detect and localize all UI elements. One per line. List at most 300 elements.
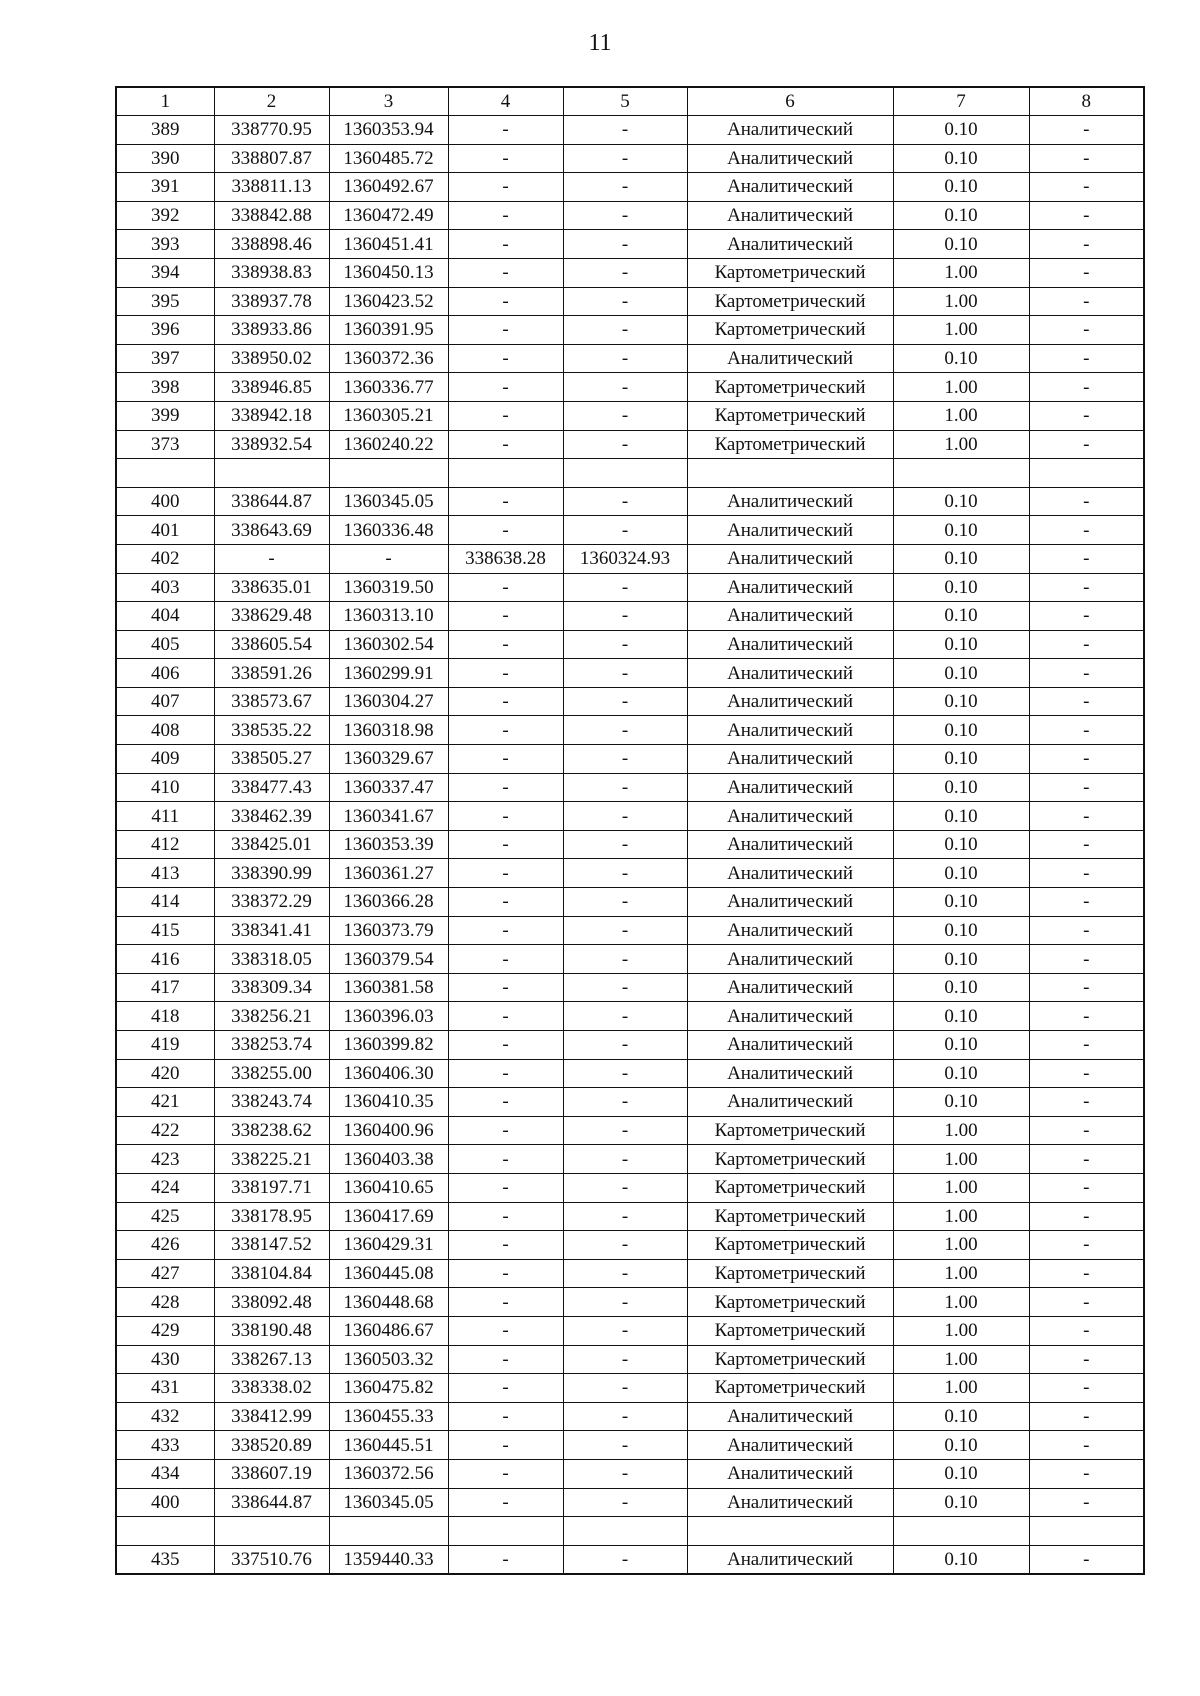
table-cell-col-7: 1.00 — [893, 287, 1029, 316]
table-cell-col-5: - — [563, 716, 687, 745]
table-cell-col-2 — [214, 1517, 329, 1546]
table-cell-col-6: Аналитический — [687, 859, 893, 888]
table-cell-col-3: 1360423.52 — [329, 287, 448, 316]
table-cell-col-3: 1360353.94 — [329, 116, 448, 145]
table-cell-col-5: - — [563, 630, 687, 659]
table-cell-col-8: - — [1029, 1173, 1144, 1202]
table-cell-col-5: - — [563, 602, 687, 631]
table-cell-col-7: 0.10 — [893, 230, 1029, 259]
table-cell-col-5: - — [563, 230, 687, 259]
table-cell-col-2: 338190.48 — [214, 1316, 329, 1345]
table-cell-col-2: 338807.87 — [214, 144, 329, 173]
table-cell-col-6: Аналитический — [687, 1488, 893, 1517]
table-cell-col-4: - — [448, 344, 563, 373]
table-row — [116, 1031, 1144, 1060]
table-cell-col-7: 0.10 — [893, 716, 1029, 745]
table-cell-col-8: - — [1029, 1231, 1144, 1260]
table-cell-col-1: 419 — [116, 1031, 214, 1060]
table-cell-col-7: 0.10 — [893, 916, 1029, 945]
table-cell-col-7: 0.10 — [893, 630, 1029, 659]
table-cell-col-4: - — [448, 1402, 563, 1431]
table-cell-col-4: - — [448, 802, 563, 831]
table-row — [116, 401, 1144, 430]
table-cell-col-4: - — [448, 1374, 563, 1403]
table-cell-col-3: 1360403.38 — [329, 1145, 448, 1174]
table-row — [116, 1145, 1144, 1174]
table-cell-col-4: - — [448, 1173, 563, 1202]
table-cell-col-8: - — [1029, 1202, 1144, 1231]
table-cell-col-2: 338643.69 — [214, 516, 329, 545]
table-cell-col-7: 1.00 — [893, 430, 1029, 459]
table-cell-col-3: 1360329.67 — [329, 745, 448, 774]
table-cell-col-8: - — [1029, 1002, 1144, 1031]
table-cell-col-6: Картометрический — [687, 1231, 893, 1260]
table-cell-col-2: 338644.87 — [214, 487, 329, 516]
table-cell-col-2: - — [214, 544, 329, 573]
table-cell-col-8: - — [1029, 1345, 1144, 1374]
table-cell-col-6: Аналитический — [687, 716, 893, 745]
table-cell-col-7: 1.00 — [893, 1231, 1029, 1260]
table-cell-col-5: - — [563, 1031, 687, 1060]
table-cell-col-7: 1.00 — [893, 1173, 1029, 1202]
table-cell-col-2: 338535.22 — [214, 716, 329, 745]
table-cell-col-3: 1360381.58 — [329, 973, 448, 1002]
table-row — [116, 230, 1144, 259]
table-cell-col-3: 1360417.69 — [329, 1202, 448, 1231]
table-cell-col-4: - — [448, 230, 563, 259]
table-cell-col-4: 338638.28 — [448, 544, 563, 573]
table-cell-col-6: Картометрический — [687, 1116, 893, 1145]
table-cell-col-2: 338938.83 — [214, 258, 329, 287]
table-cell-col-3: 1360391.95 — [329, 316, 448, 345]
table-cell-col-8: - — [1029, 373, 1144, 402]
table-cell-col-6: Картометрический — [687, 1173, 893, 1202]
table-row — [116, 945, 1144, 974]
table-row — [116, 973, 1144, 1002]
table-row — [116, 659, 1144, 688]
table-cell-col-8: - — [1029, 1116, 1144, 1145]
table-cell-col-1: 415 — [116, 916, 214, 945]
table-cell-col-6: Аналитический — [687, 945, 893, 974]
table-cell-col-1: 404 — [116, 602, 214, 631]
table-cell-col-2 — [214, 459, 329, 488]
table-cell-col-8: - — [1029, 916, 1144, 945]
column-header: 1 — [116, 87, 214, 116]
table-cell-col-1: 412 — [116, 830, 214, 859]
table-cell-col-6: Аналитический — [687, 516, 893, 545]
table-row — [116, 1488, 1144, 1517]
table-cell-col-4: - — [448, 602, 563, 631]
table-cell-col-5: - — [563, 573, 687, 602]
table-cell-col-2: 338811.13 — [214, 173, 329, 202]
table-cell-col-8: - — [1029, 973, 1144, 1002]
table-cell-col-1: 391 — [116, 173, 214, 202]
table-cell-col-8: - — [1029, 1316, 1144, 1345]
table-cell-col-2: 338372.29 — [214, 888, 329, 917]
table-cell-col-5: - — [563, 201, 687, 230]
table-cell-col-2: 338520.89 — [214, 1431, 329, 1460]
table-cell-col-8: - — [1029, 201, 1144, 230]
table-cell-col-4: - — [448, 687, 563, 716]
table-cell-col-4: - — [448, 258, 563, 287]
table-cell-col-6: Картометрический — [687, 430, 893, 459]
column-header: 8 — [1029, 87, 1144, 116]
table-cell-col-6: Аналитический — [687, 773, 893, 802]
table-cell-col-3: 1360410.35 — [329, 1088, 448, 1117]
table-cell-col-3: 1360472.49 — [329, 201, 448, 230]
table-cell-col-3: 1360304.27 — [329, 687, 448, 716]
table-cell-col-1: 425 — [116, 1202, 214, 1231]
table-cell-col-5: - — [563, 1288, 687, 1317]
table-cell-col-3: 1360372.56 — [329, 1459, 448, 1488]
table-cell-col-7: 1.00 — [893, 373, 1029, 402]
table-cell-col-8: - — [1029, 258, 1144, 287]
table-cell-col-4: - — [448, 401, 563, 430]
table-cell-col-8: - — [1029, 544, 1144, 573]
table-row — [116, 773, 1144, 802]
table-cell-col-3 — [329, 1517, 448, 1546]
table-cell-col-8: - — [1029, 1088, 1144, 1117]
table-cell-col-4: - — [448, 316, 563, 345]
table-cell-col-6: Аналитический — [687, 888, 893, 917]
table-cell-col-2: 338104.84 — [214, 1259, 329, 1288]
table-cell-col-3: 1360450.13 — [329, 258, 448, 287]
table-cell-col-5 — [563, 459, 687, 488]
table-cell-col-5: - — [563, 745, 687, 774]
table-cell-col-7: 0.10 — [893, 173, 1029, 202]
table-row — [116, 1116, 1144, 1145]
table-cell-col-5: - — [563, 401, 687, 430]
table-cell-col-6: Аналитический — [687, 1088, 893, 1117]
table-cell-col-8: - — [1029, 1459, 1144, 1488]
table-cell-col-6: Аналитический — [687, 487, 893, 516]
table-cell-col-7: 1.00 — [893, 1116, 1029, 1145]
table-cell-col-4: - — [448, 1145, 563, 1174]
table-cell-col-6: Картометрический — [687, 258, 893, 287]
table-cell-col-5: - — [563, 1488, 687, 1517]
table-cell-col-2: 338462.39 — [214, 802, 329, 831]
table-cell-col-3: 1360396.03 — [329, 1002, 448, 1031]
table-cell-col-7: 0.10 — [893, 1059, 1029, 1088]
table-cell-col-1: 427 — [116, 1259, 214, 1288]
table-cell-col-8: - — [1029, 1431, 1144, 1460]
table-cell-col-7 — [893, 459, 1029, 488]
table-cell-col-3: 1360302.54 — [329, 630, 448, 659]
table-cell-col-7: 0.10 — [893, 745, 1029, 774]
table-cell-col-7: 0.10 — [893, 344, 1029, 373]
table-cell-col-3: 1360341.67 — [329, 802, 448, 831]
table-cell-col-6: Аналитический — [687, 544, 893, 573]
table-cell-col-2: 338309.34 — [214, 973, 329, 1002]
table-header-row — [116, 87, 1144, 116]
table-cell-col-4: - — [448, 201, 563, 230]
table-cell-col-3: 1360318.98 — [329, 716, 448, 745]
table-cell-col-5: - — [563, 659, 687, 688]
table-cell-col-4: - — [448, 144, 563, 173]
table-cell-col-1: 393 — [116, 230, 214, 259]
table-cell-col-3: 1360448.68 — [329, 1288, 448, 1317]
table-cell-col-3: 1360485.72 — [329, 144, 448, 173]
table-cell-col-1: 418 — [116, 1002, 214, 1031]
table-cell-col-3: 1360299.91 — [329, 659, 448, 688]
table-cell-col-5: - — [563, 802, 687, 831]
table-cell-col-6: Аналитический — [687, 116, 893, 145]
table-cell-col-8: - — [1029, 173, 1144, 202]
table-row — [116, 1059, 1144, 1088]
table-cell-col-3: 1360319.50 — [329, 573, 448, 602]
table-cell-col-8: - — [1029, 1288, 1144, 1317]
table-cell-col-7: 0.10 — [893, 116, 1029, 145]
table-cell-col-1: 434 — [116, 1459, 214, 1488]
table-cell-col-1: 423 — [116, 1145, 214, 1174]
table-cell-col-8: - — [1029, 1145, 1144, 1174]
column-header: 2 — [214, 87, 329, 116]
table-cell-col-1: 402 — [116, 544, 214, 573]
table-cell-col-5: - — [563, 516, 687, 545]
table-cell-col-4: - — [448, 659, 563, 688]
table-cell-col-7: 0.10 — [893, 773, 1029, 802]
table-cell-col-8: - — [1029, 230, 1144, 259]
table-cell-col-3: 1360336.77 — [329, 373, 448, 402]
table-row — [116, 1002, 1144, 1031]
table-cell-col-1: 430 — [116, 1345, 214, 1374]
table-cell-col-8: - — [1029, 745, 1144, 774]
table-cell-col-1: 421 — [116, 1088, 214, 1117]
table-cell-col-2: 338933.86 — [214, 316, 329, 345]
table-cell-col-1: 435 — [116, 1545, 214, 1574]
table-cell-col-8: - — [1029, 1545, 1144, 1574]
table-cell-col-4: - — [448, 1088, 563, 1117]
table-cell-col-6: Аналитический — [687, 659, 893, 688]
table-cell-col-8: - — [1029, 1374, 1144, 1403]
table-cell-col-5: - — [563, 973, 687, 1002]
table-cell-col-3: 1360337.47 — [329, 773, 448, 802]
table-cell-col-7: 1.00 — [893, 258, 1029, 287]
table-cell-col-2: 338197.71 — [214, 1173, 329, 1202]
table-row — [116, 287, 1144, 316]
table-cell-col-7: 0.10 — [893, 1088, 1029, 1117]
table-cell-col-2: 338573.67 — [214, 687, 329, 716]
table-cell-col-3: 1360366.28 — [329, 888, 448, 917]
table-cell-col-3: 1360353.39 — [329, 830, 448, 859]
table-cell-col-8: - — [1029, 602, 1144, 631]
table-cell-col-8: - — [1029, 773, 1144, 802]
table-cell-col-2: 338318.05 — [214, 945, 329, 974]
table-row — [116, 888, 1144, 917]
table-row — [116, 1402, 1144, 1431]
table-cell-col-6 — [687, 459, 893, 488]
table-cell-col-3: 1359440.33 — [329, 1545, 448, 1574]
table-cell-col-4: - — [448, 1431, 563, 1460]
table-row — [116, 116, 1144, 145]
table-cell-col-1: 422 — [116, 1116, 214, 1145]
table-cell-col-5: - — [563, 1059, 687, 1088]
table-cell-col-1: 410 — [116, 773, 214, 802]
table-cell-col-6: Аналитический — [687, 687, 893, 716]
table-cell-col-4: - — [448, 888, 563, 917]
table-cell-col-4: - — [448, 1002, 563, 1031]
table-cell-col-7: 0.10 — [893, 602, 1029, 631]
table-cell-col-1: 433 — [116, 1431, 214, 1460]
table-cell-col-7: 0.10 — [893, 1545, 1029, 1574]
table-cell-col-2: 338605.54 — [214, 630, 329, 659]
table-cell-col-2: 338591.26 — [214, 659, 329, 688]
table-cell-col-6: Картометрический — [687, 1202, 893, 1231]
table-cell-col-5: - — [563, 116, 687, 145]
table-cell-col-7: 0.10 — [893, 687, 1029, 716]
table-cell-col-5: - — [563, 1431, 687, 1460]
table-cell-col-4: - — [448, 287, 563, 316]
table-cell-col-2: 338341.41 — [214, 916, 329, 945]
table-cell-col-1 — [116, 459, 214, 488]
table-cell-col-5: - — [563, 1345, 687, 1374]
column-header: 6 — [687, 87, 893, 116]
table-body — [116, 116, 1144, 1575]
table-cell-col-5: - — [563, 1402, 687, 1431]
table-cell-col-3: 1360455.33 — [329, 1402, 448, 1431]
table-cell-col-6: Картометрический — [687, 1288, 893, 1317]
table-cell-col-5: - — [563, 144, 687, 173]
table-cell-col-2: 338390.99 — [214, 859, 329, 888]
table-cell-col-7 — [893, 1517, 1029, 1546]
table-cell-col-6: Картометрический — [687, 1316, 893, 1345]
table-cell-col-7: 0.10 — [893, 888, 1029, 917]
table-cell-col-8: - — [1029, 344, 1144, 373]
table-cell-col-8: - — [1029, 573, 1144, 602]
table-row — [116, 459, 1144, 488]
table-cell-col-2: 338147.52 — [214, 1231, 329, 1260]
table-cell-col-1: 409 — [116, 745, 214, 774]
table-cell-col-6: Аналитический — [687, 201, 893, 230]
table-cell-col-8: - — [1029, 830, 1144, 859]
table-cell-col-2: 338942.18 — [214, 401, 329, 430]
table-cell-col-4: - — [448, 1459, 563, 1488]
table-cell-col-2: 338477.43 — [214, 773, 329, 802]
table-cell-col-5: - — [563, 287, 687, 316]
table-cell-col-1: 389 — [116, 116, 214, 145]
table-cell-col-8: - — [1029, 430, 1144, 459]
table-cell-col-6: Картометрический — [687, 401, 893, 430]
table-cell-col-2: 338238.62 — [214, 1116, 329, 1145]
table-cell-col-1: 426 — [116, 1231, 214, 1260]
table-cell-col-5: - — [563, 1374, 687, 1403]
table-cell-col-3: 1360451.41 — [329, 230, 448, 259]
table-cell-col-6: Аналитический — [687, 1545, 893, 1574]
table-cell-col-1: 431 — [116, 1374, 214, 1403]
table-cell-col-4: - — [448, 487, 563, 516]
table-cell-col-5: - — [563, 1145, 687, 1174]
table-row — [116, 144, 1144, 173]
table-cell-col-3: 1360503.32 — [329, 1345, 448, 1374]
table-cell-col-7: 1.00 — [893, 1316, 1029, 1345]
table-cell-col-3: 1360336.48 — [329, 516, 448, 545]
table-row — [116, 201, 1144, 230]
table-cell-col-6: Аналитический — [687, 1059, 893, 1088]
table-cell-col-5: - — [563, 888, 687, 917]
table-cell-col-6: Картометрический — [687, 1374, 893, 1403]
table-cell-col-8: - — [1029, 516, 1144, 545]
table-cell-col-5: - — [563, 1231, 687, 1260]
table-cell-col-1: 390 — [116, 144, 214, 173]
table-cell-col-1: 399 — [116, 401, 214, 430]
table-row — [116, 630, 1144, 659]
table-row — [116, 802, 1144, 831]
table-cell-col-5: - — [563, 945, 687, 974]
table-cell-col-1: 428 — [116, 1288, 214, 1317]
table-cell-col-5 — [563, 1517, 687, 1546]
table-cell-col-3: 1360379.54 — [329, 945, 448, 974]
table-cell-col-1: 396 — [116, 316, 214, 345]
table-cell-col-4: - — [448, 1059, 563, 1088]
table-cell-col-3: - — [329, 544, 448, 573]
table-cell-col-4: - — [448, 430, 563, 459]
table-cell-col-6: Аналитический — [687, 830, 893, 859]
table-cell-col-2: 338412.99 — [214, 1402, 329, 1431]
table-cell-col-2: 338338.02 — [214, 1374, 329, 1403]
table-cell-col-1: 394 — [116, 258, 214, 287]
table-cell-col-7: 0.10 — [893, 544, 1029, 573]
table-cell-col-8: - — [1029, 687, 1144, 716]
table-cell-col-1: 432 — [116, 1402, 214, 1431]
table-cell-col-4: - — [448, 1545, 563, 1574]
table-cell-col-2: 338505.27 — [214, 745, 329, 774]
table-cell-col-2: 338243.74 — [214, 1088, 329, 1117]
table-cell-col-4: - — [448, 1259, 563, 1288]
table-cell-col-2: 338770.95 — [214, 116, 329, 145]
table-cell-col-4: - — [448, 773, 563, 802]
table-row — [116, 1231, 1144, 1260]
table-cell-col-4: - — [448, 916, 563, 945]
table-cell-col-5: - — [563, 1002, 687, 1031]
table-cell-col-8: - — [1029, 401, 1144, 430]
table-cell-col-1: 401 — [116, 516, 214, 545]
table-cell-col-6 — [687, 1517, 893, 1546]
table-cell-col-4: - — [448, 859, 563, 888]
table-cell-col-3: 1360406.30 — [329, 1059, 448, 1088]
table-row — [116, 516, 1144, 545]
table-cell-col-1: 392 — [116, 201, 214, 230]
table-cell-col-5: - — [563, 258, 687, 287]
table-cell-col-7: 0.10 — [893, 1459, 1029, 1488]
table-cell-col-5: - — [563, 1173, 687, 1202]
table-cell-col-2: 338178.95 — [214, 1202, 329, 1231]
table-cell-col-7: 0.10 — [893, 830, 1029, 859]
table-cell-col-5: - — [563, 1088, 687, 1117]
table-cell-col-6: Аналитический — [687, 173, 893, 202]
table-cell-col-3: 1360361.27 — [329, 859, 448, 888]
table-cell-col-6: Аналитический — [687, 344, 893, 373]
table-cell-col-1: 411 — [116, 802, 214, 831]
table-cell-col-2: 338225.21 — [214, 1145, 329, 1174]
table-row — [116, 1288, 1144, 1317]
table-cell-col-4: - — [448, 1116, 563, 1145]
table-cell-col-6: Аналитический — [687, 745, 893, 774]
table-cell-col-5: - — [563, 1116, 687, 1145]
table-cell-col-8: - — [1029, 630, 1144, 659]
table-row — [116, 1545, 1144, 1574]
table-row — [116, 687, 1144, 716]
table-cell-col-3: 1360492.67 — [329, 173, 448, 202]
table-cell-col-8: - — [1029, 287, 1144, 316]
table-cell-col-1: 414 — [116, 888, 214, 917]
table-row — [116, 1088, 1144, 1117]
table-cell-col-5: 1360324.93 — [563, 544, 687, 573]
table-cell-col-5: - — [563, 1316, 687, 1345]
table-cell-col-7: 1.00 — [893, 1259, 1029, 1288]
table-cell-col-7: 0.10 — [893, 802, 1029, 831]
table-cell-col-2: 338253.74 — [214, 1031, 329, 1060]
table-cell-col-6: Аналитический — [687, 1431, 893, 1460]
